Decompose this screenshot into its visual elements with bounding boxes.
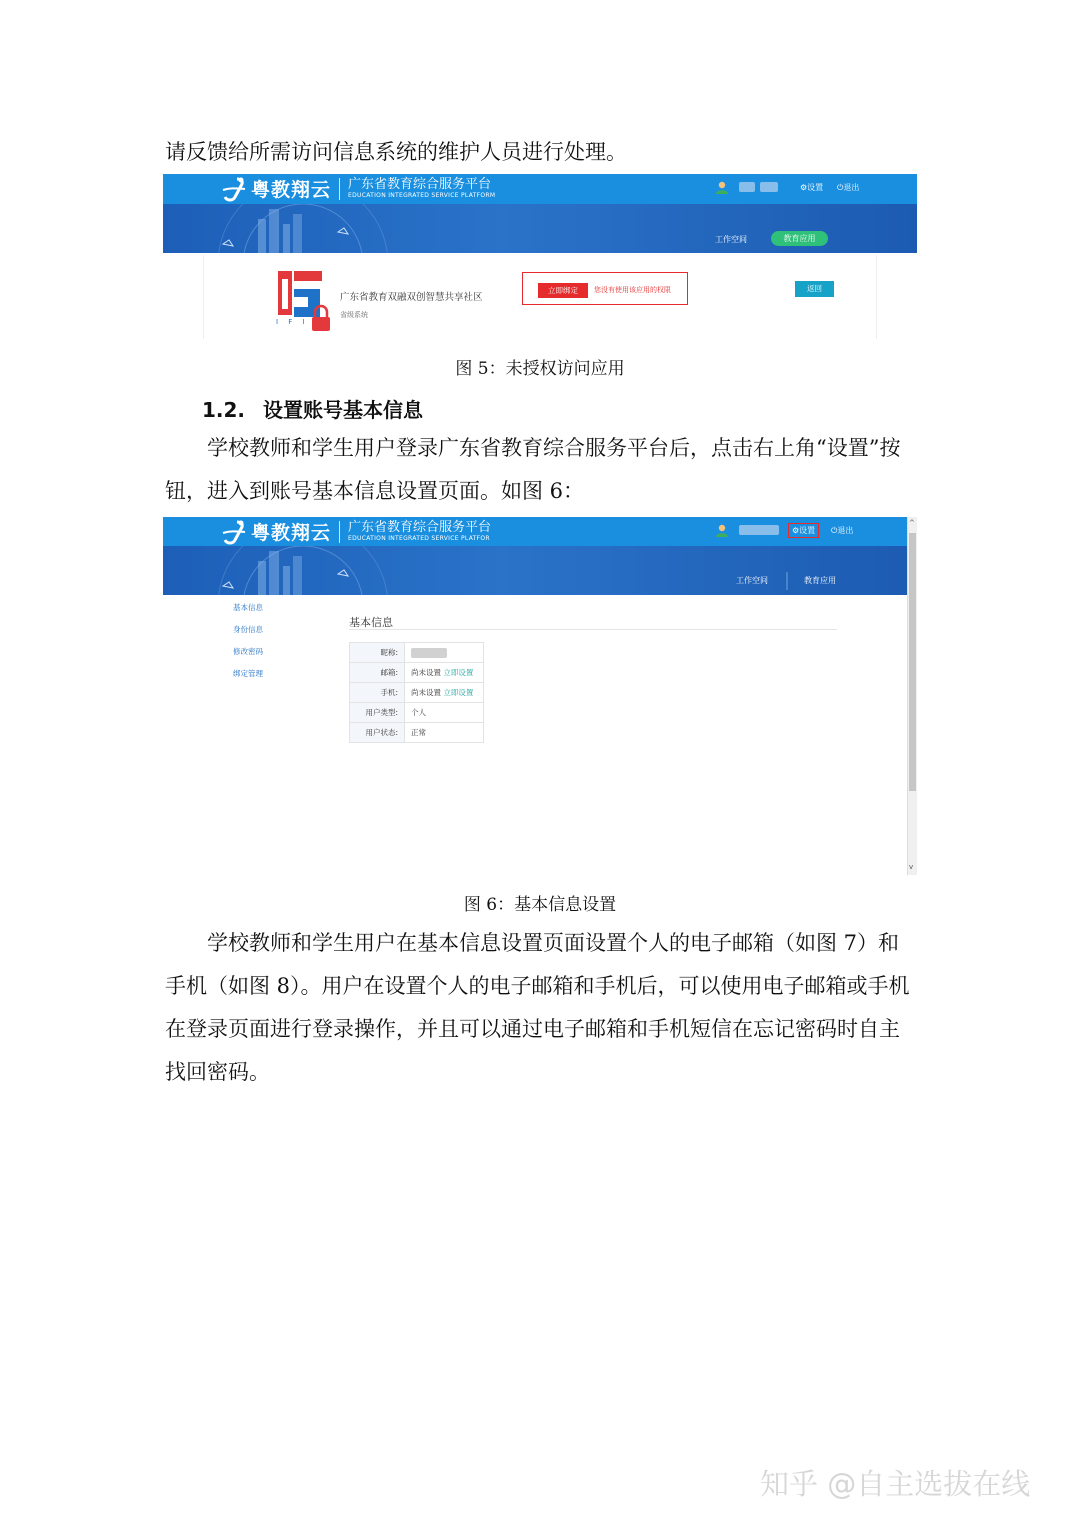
email-label: 邮箱: [350,663,405,683]
bind-now-button[interactable]: 立即绑定 [538,283,588,298]
gear-icon: ⚙ [800,183,808,192]
user-status-value: 正常 [405,723,484,743]
phone-value: 尚未设置 [411,688,444,697]
brand-logo-icon [221,176,247,202]
sidebar-item-identity[interactable]: 身份信息 [233,625,263,634]
logout-link[interactable]: ⏻退出 [837,183,860,192]
user-avatar-icon[interactable] [715,523,729,537]
nickname-blurred [411,648,447,658]
basic-info-table [349,642,484,743]
platform-title: 广东省教育综合服务平台 [348,176,492,192]
figure-5-caption: 图 5：未授权访问应用 [455,359,625,379]
app-level: 省级系统 [340,311,368,319]
table-row [350,663,484,683]
permission-warning-box [522,272,688,305]
logo-divider [339,521,340,543]
title-divider [349,629,837,630]
table-row [350,643,484,663]
sidebar-item-change-password[interactable]: 修改密码 [233,647,263,656]
intro-paragraph: 请反馈给所需访问信息系统的维护人员进行处理。 [165,140,627,164]
table-row [350,723,484,743]
platform-topbar [163,174,917,204]
platform-banner [163,204,917,253]
page-scrollbar[interactable] [907,517,917,875]
scroll-up-icon[interactable]: ^ [909,519,915,527]
app-logo-text: I F I [276,318,309,326]
figure-6-caption: 图 6：基本信息设置 [463,895,617,915]
body-paragraph-2: 学校教师和学生用户在基本信息设置页面设置个人的电子邮箱（如图 7）和手机（如图 8）。用户在设置个人的电子邮箱和手机后，可以使用电子邮箱或手机在登录页面进行登录操作，并且可以通过电子邮箱和手机短信在忘记密码时自主找回密码。 [165,931,910,1084]
platform-title-en: EDUCATION INTEGRATED SERVICE PLATFORM [348,191,496,199]
app-name: 广东省教育双融双创智慧共享社区 [340,292,483,303]
phone-label: 手机: [350,683,405,703]
scroll-down-icon[interactable]: v [909,863,914,871]
nav-workspace[interactable]: 工作空间 [715,235,747,244]
gear-icon: ⚙ [792,526,800,535]
back-button[interactable]: 返回 [795,281,834,297]
brand-logo-icon [221,519,247,545]
sidebar-item-basic-info[interactable]: 基本信息 [233,603,263,612]
nav-apps[interactable]: 教育应用 [804,576,836,585]
platform-topbar [163,517,917,546]
section-number: 1.2. [202,398,246,422]
email-value: 尚未设置 [411,668,444,677]
user-type-label: 用户类型: [350,703,405,723]
platform-title-en: EDUCATION INTEGRATED SERVICE PLATFOR [348,534,490,542]
settings-link-highlighted[interactable]: ⚙设置 [788,523,819,538]
no-permission-text: 您没有使用该应用的权限 [594,286,671,294]
section-heading [202,394,423,423]
platform-title: 广东省教育综合服务平台 [348,519,492,535]
sidebar-item-binding[interactable]: 绑定管理 [233,669,263,678]
zhihu-watermark: 知乎 @自主选拔在线 [760,1467,1031,1501]
nav-workspace[interactable]: 工作空间 [736,576,768,585]
figure-5-screenshot [163,174,917,339]
platform-logo[interactable] [221,518,491,545]
platform-logo[interactable] [221,175,495,202]
logout-link[interactable]: ⏻退出 [831,526,854,535]
user-avatar-icon[interactable] [715,180,729,194]
nav-apps-active[interactable]: 教育应用 [771,231,828,246]
power-icon: ⏻ [831,526,838,535]
settings-link[interactable]: ⚙设置 [800,183,824,192]
set-phone-link[interactable]: 立即设置 [443,688,474,697]
section-title: 设置账号基本信息 [263,398,424,422]
power-icon: ⏻ [837,183,844,192]
user-status-label: 用户状态: [350,723,405,743]
platform-banner [163,546,917,595]
username-blurred-2 [760,182,778,192]
username-blurred [739,525,779,535]
brand-name: 粤教翔云 [251,179,332,201]
banner-decoration [163,546,917,595]
scroll-thumb[interactable] [909,533,916,791]
body-paragraph-1: 学校教师和学生用户登录广东省教育综合服务平台后，点击右上角“设置”按钮，进入到账号基本信息设置页面。如图 6： [165,436,901,503]
set-email-link[interactable]: 立即设置 [443,668,474,677]
brand-name: 粤教翔云 [251,522,332,544]
table-row [350,703,484,723]
user-type-value: 个人 [405,703,484,723]
basic-info-title: 基本信息 [349,616,393,629]
table-row [350,683,484,703]
figure-6-screenshot [163,517,917,875]
nickname-label: 昵称: [350,643,405,663]
logo-divider [339,178,340,200]
app-row [203,255,877,339]
username-blurred [739,182,755,192]
